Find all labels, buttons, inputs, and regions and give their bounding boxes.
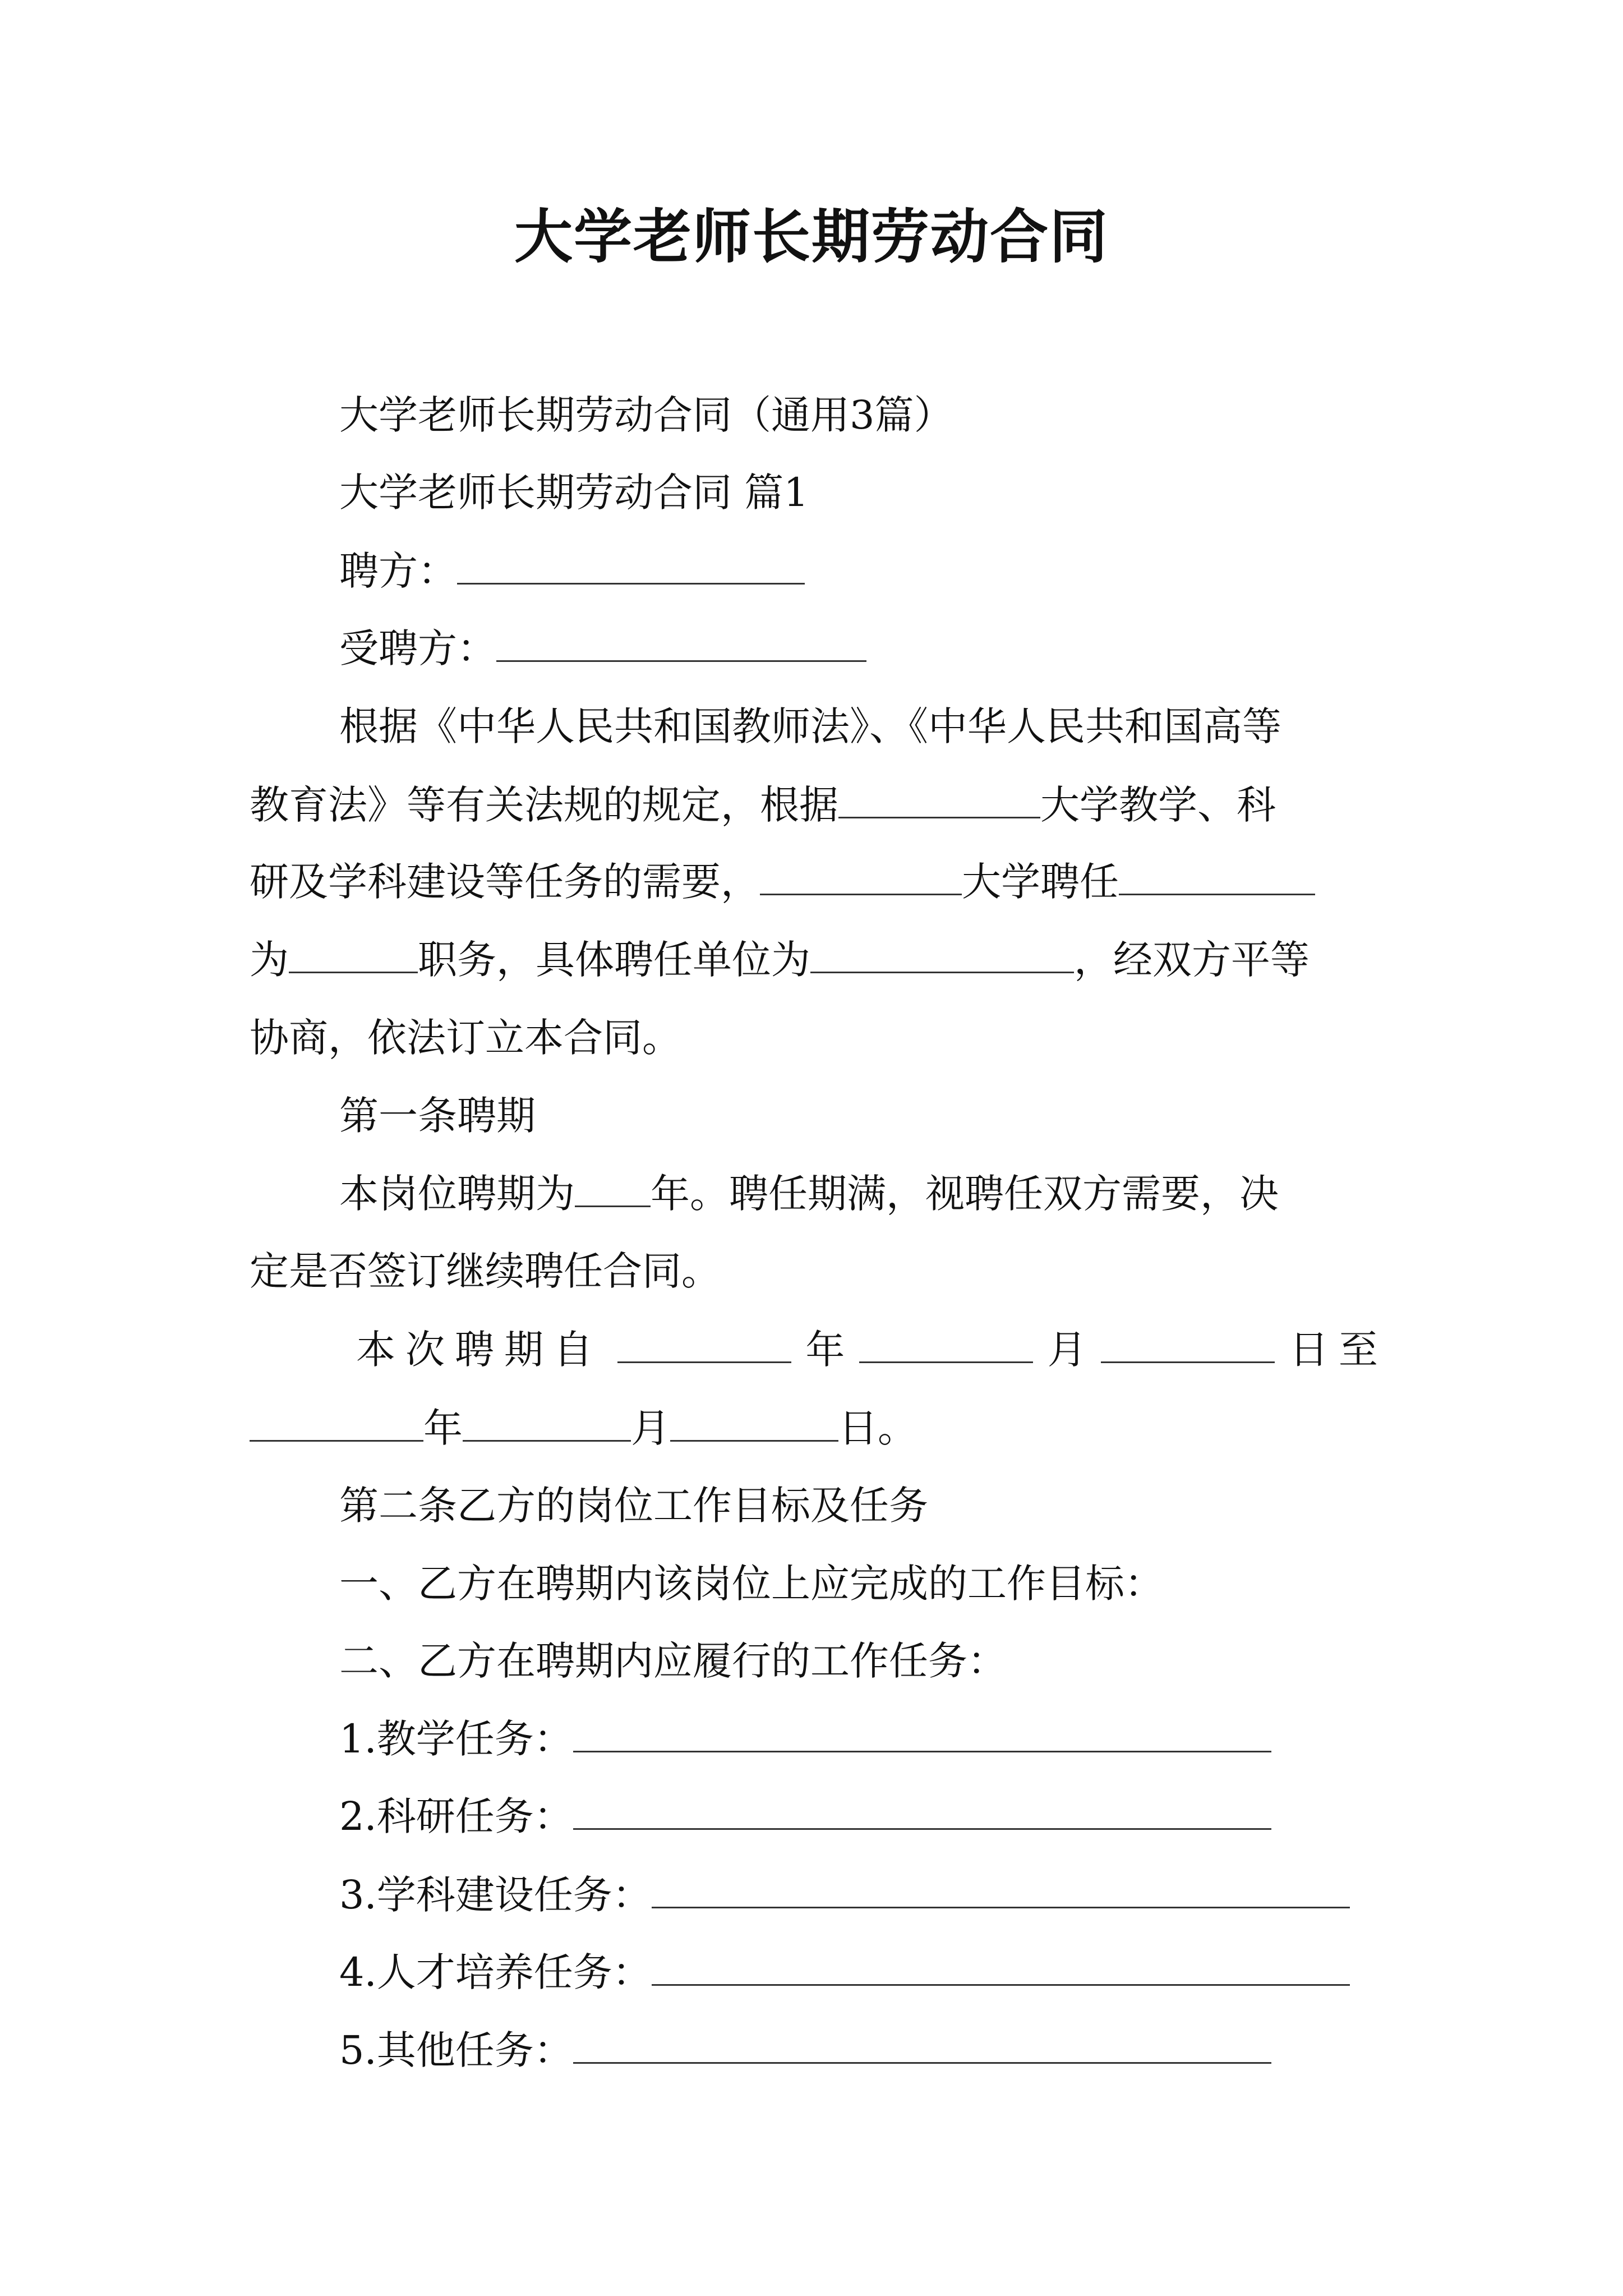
blank — [1119, 854, 1315, 895]
paragraph-line: 定是否签订继续聘任合同。 — [250, 1248, 721, 1294]
employer-blank — [457, 544, 805, 585]
blank — [652, 1945, 1350, 1986]
paragraph-line: 为 职务，具体聘任单位为 ，经双方平等 — [250, 932, 1388, 988]
period-line-end: 年 月 日。 — [250, 1400, 1388, 1456]
blank — [838, 777, 1040, 818]
end-year-blank — [250, 1401, 423, 1442]
employee-blank — [496, 621, 866, 662]
employer-line — [250, 543, 1478, 599]
years-blank — [575, 1166, 651, 1207]
task-teaching: 1.教学任务： — [250, 1711, 1478, 1767]
employee-line — [250, 620, 1478, 677]
task-other: 5.其他任务： — [250, 2022, 1478, 2078]
blank — [573, 1789, 1271, 1830]
blank — [289, 932, 418, 973]
subtitle: 大学老师长期劳动合同（通用3篇） — [339, 392, 953, 438]
start-day-blank — [1101, 1322, 1275, 1363]
paragraph-line: 协商，依法订立本合同。 — [250, 1015, 681, 1061]
paragraph-line: 教育法》等有关法规的规定，根据 大学教学、科 — [250, 777, 1388, 833]
task-talent: 4.人才培养任务： — [250, 1944, 1478, 2000]
item-two: 二、乙方在聘期内应履行的工作任务： — [339, 1638, 1007, 1684]
paragraph-line: 根据《中华人民共和国教师法》、《中华人民共和国高等 — [339, 703, 1281, 749]
task-discipline: 3.学科建设任务： — [250, 1867, 1478, 1923]
blank — [573, 1711, 1271, 1752]
blank — [652, 1867, 1350, 1908]
paragraph-line: 本岗位聘期为 年。聘任期满，视聘任双方需要，决 — [250, 1166, 1478, 1222]
end-day-blank — [670, 1401, 838, 1442]
employer-label: 聘方： — [339, 548, 457, 594]
article-2-heading: 第二条乙方的岗位工作目标及任务 — [339, 1483, 928, 1529]
end-month-blank — [463, 1401, 631, 1442]
task-research: 2.科研任务： — [250, 1788, 1478, 1844]
document-title: 大学老师长期劳动合同 — [514, 203, 1109, 271]
employee-label: 受聘方： — [339, 625, 496, 671]
paragraph-line: 研及学科建设等任务的需要， 大学聘任 — [250, 854, 1388, 910]
item-one: 一、乙方在聘期内该岗位上应完成的工作目标： — [339, 1561, 1164, 1607]
part-heading: 大学老师长期劳动合同 篇1 — [339, 470, 809, 516]
period-line: 本次聘期自 年 月 日至 — [250, 1322, 1388, 1378]
article-1-heading: 第一条聘期 — [339, 1093, 536, 1139]
start-month-blank — [859, 1322, 1033, 1363]
start-year-blank — [617, 1322, 791, 1363]
blank — [573, 2023, 1271, 2064]
blank — [810, 932, 1074, 973]
blank — [760, 854, 962, 895]
